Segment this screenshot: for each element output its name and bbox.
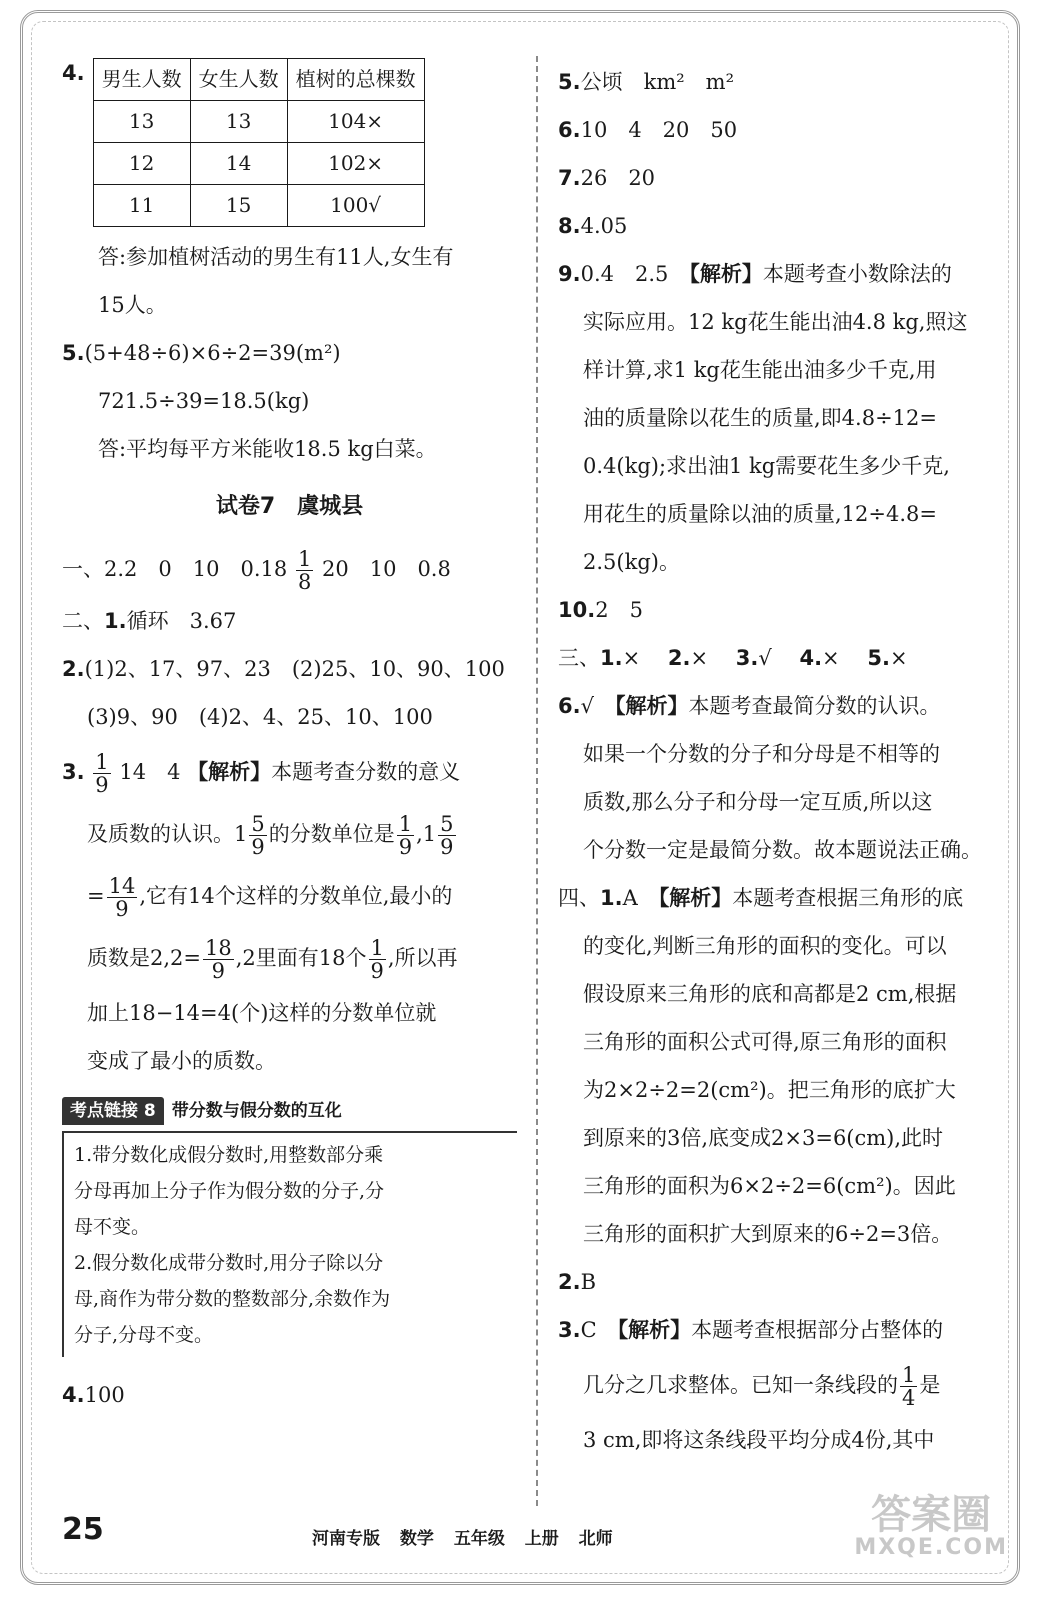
key-point-tag: 考点链接 8 [62, 1097, 164, 1125]
s4-q1-text7: 三角形的面积为6×2÷2=6(cm²)。因此 [583, 1174, 956, 1198]
r9-text2: 实际应用。12 kg花生能出油4.8 kg,照这 [583, 310, 968, 334]
section3-row [558, 634, 1013, 682]
r8-number: 8. [558, 214, 581, 238]
fraction-one-ninth: $\frac{1}{9}$ [95, 749, 109, 797]
s4-q2-number: 2. [558, 1270, 581, 1294]
s2-q2-line1: (1)2、17、97、23 (2)25、10、90、100 [84, 657, 505, 681]
r6-text: 10 4 20 50 [580, 118, 738, 142]
fraction-five-ninths: $\frac{5}{9}$ [440, 811, 454, 859]
q3-text3a: = [87, 884, 105, 908]
q3-text2b: 的分数单位是 [268, 822, 395, 846]
s4-q3-text2b: 是 [919, 1373, 941, 1397]
s4-q1-answer: A [622, 886, 638, 910]
q3-text2c: ,1 [416, 822, 437, 846]
s3-item-number: 1. [600, 646, 623, 670]
section-title: 试卷7 虞城县 [215, 494, 364, 519]
table-cell: 100√ [287, 185, 424, 227]
fraction-one-quarter: $\frac{1}{4}$ [902, 1362, 916, 1410]
q3-text4a: 质数是2,2= [87, 946, 201, 970]
q3-text4c: ,所以再 [387, 946, 458, 970]
key-point-line: 2.假分数化成带分数时,用分子除以分 [74, 1252, 384, 1274]
key-point-line: 母,商作为带分数的整数部分,余数作为 [74, 1288, 391, 1310]
r6-number: 6. [558, 118, 581, 142]
key-point-line: 母不变。 [74, 1216, 151, 1238]
r9-text3: 样计算,求1 kg花生能出油多少千克,用 [583, 358, 937, 382]
s3-item-mark: √ [758, 646, 772, 670]
section4-prefix: 四、 [558, 886, 600, 910]
table-cell: 14 [190, 143, 287, 185]
table-cell: 11 [93, 185, 190, 227]
s4-q1-text5: 为2×2÷2=2(cm²)。把三角形的底扩大 [583, 1078, 956, 1102]
q3-text5: 加上18−14=4(个)这样的分数单位就 [87, 1001, 437, 1025]
r7-number: 7. [558, 166, 581, 190]
s4-q3-text1: 本题考查根据部分占整体的 [691, 1318, 944, 1342]
s3-item-mark: × [889, 646, 908, 670]
q3-text3b: ,它有14个这样的分数单位,最小的 [139, 884, 453, 908]
table-row [93, 101, 424, 143]
q5-line1: (5+48÷6)×6÷2=39(m²) [84, 341, 341, 365]
s4-q2-answer: B [580, 1270, 597, 1294]
s2-q2-line2: (3)9、90 (4)2、4、25、10、100 [87, 705, 433, 729]
r9-text4: 油的质量除以花生的质量,即4.8÷12= [583, 406, 937, 430]
watermark-domain: MXQE.COM [854, 1535, 1008, 1560]
s2-q1-number: 1. [104, 609, 127, 633]
q4-answer-line1: 答:参加植树活动的男生有11人,女生有 [98, 245, 454, 269]
s3-item-number: 3. [735, 646, 759, 670]
q5-answer: 答:平均每平方米能收18.5 kg白菜。 [98, 437, 437, 461]
r9-text7: 2.5(kg)。 [583, 550, 680, 574]
q3-text6: 变成了最小的质数。 [87, 1049, 276, 1073]
r7-text: 26 20 [580, 166, 656, 190]
s4-q3-text2a: 几分之几求整体。已知一条线段的 [583, 1373, 898, 1397]
fraction-one-eighth: $\frac{1}{8}$ [297, 546, 312, 594]
s4-q3-answer: C [580, 1318, 597, 1342]
s3-item-number: 2. [667, 646, 691, 670]
table-cell: 102× [287, 143, 424, 185]
table-row [93, 143, 424, 185]
q4-answer-line2: 15人。 [98, 293, 167, 317]
s4-q1-number: 1. [600, 886, 623, 910]
q3-text2a: 及质数的认识。1 [87, 822, 248, 846]
column-divider [536, 56, 538, 1506]
fraction-five-ninths: $\frac{5}{9}$ [251, 811, 265, 859]
r5-number: 5. [558, 70, 581, 94]
fraction-one-ninth: $\frac{1}{9}$ [398, 811, 413, 859]
analysis-tag: 【解析】 [658, 886, 733, 910]
header-cell: 植树的总棵数 [287, 59, 424, 101]
section3-prefix: 三、 [558, 646, 600, 670]
r9-text6: 用花生的质量除以油的质量,12÷4.8= [583, 502, 937, 526]
table-header-row [93, 59, 424, 101]
table-row [93, 185, 424, 227]
left-column [62, 58, 517, 1419]
s3-item-mark: × [822, 646, 840, 670]
table-cell: 15 [190, 185, 287, 227]
q4-number: 4. [62, 61, 85, 85]
r6b-text4: 个分数一定是最简分数。故本题说法正确。 [583, 838, 982, 862]
analysis-tag: 【解析】 [614, 694, 689, 718]
page-number: 25 [62, 1512, 104, 1547]
q4b-text: 100 [84, 1383, 125, 1407]
header-cell: 女生人数 [190, 59, 287, 101]
analysis-tag: 【解析】 [617, 1318, 692, 1342]
s4-q1-text6: 到原来的3倍,底变成2×3=6(cm),此时 [583, 1126, 944, 1150]
r6b-mark: √ [580, 694, 594, 718]
q3-values: 14 4 [119, 760, 181, 784]
table-cell: 104× [287, 101, 424, 143]
s4-q3-text3: 3 cm,即将这条线段平均分成4份,其中 [583, 1428, 935, 1452]
r9-text1: 本题考查小数除法的 [762, 262, 952, 286]
tree-table [93, 58, 425, 227]
right-column [558, 58, 1013, 1464]
header-cell: 男生人数 [93, 59, 190, 101]
s2-q3-number: 3. [62, 760, 85, 784]
s3-item-number: 4. [799, 646, 823, 670]
r6b-text3: 质数,那么分子和分母一定互质,所以这 [583, 790, 933, 814]
table-cell: 13 [93, 101, 190, 143]
watermark-main: 答案圈 [871, 1492, 992, 1538]
fraction-eighteen-ninths: $\frac{18}{9}$ [205, 935, 232, 983]
r6b-number: 6. [558, 694, 581, 718]
section1-values-b: 20 10 0.8 [322, 557, 451, 581]
key-point-line: 分母再加上分子作为假分数的分子,分 [74, 1180, 385, 1202]
s4-q1-text2: 的变化,判断三角形的面积的变化。可以 [583, 934, 947, 958]
key-point-body [62, 1133, 517, 1357]
s2-q2-number: 2. [62, 657, 85, 681]
s3-item-mark: × [622, 646, 641, 670]
table-cell: 13 [190, 101, 287, 143]
r10-text: 2 5 [595, 598, 643, 622]
fraction-one-ninth: $\frac{1}{9}$ [370, 935, 384, 983]
table-cell: 12 [93, 143, 190, 185]
section2-prefix: 二、 [62, 609, 104, 633]
key-point-box [62, 1093, 517, 1357]
q3-text1: 本题考查分数的意义 [271, 760, 461, 784]
section1-prefix: 一、 [62, 557, 104, 581]
r10-number: 10. [558, 598, 596, 622]
r9-text5: 0.4(kg);求出油1 kg需要花生多少千克, [583, 454, 950, 478]
r6b-text2: 如果一个分数的分子和分母是不相等的 [583, 742, 940, 766]
q5-line2: 721.5÷39=18.5(kg) [98, 389, 310, 413]
s4-q1-text4: 三角形的面积公式可得,原三角形的面积 [583, 1030, 947, 1054]
s3-item-mark: × [690, 646, 709, 670]
s4-q1-text3: 假设原来三角形的底和高都是2 cm,根据 [583, 982, 957, 1006]
key-point-title: 带分数与假分数的互化 [171, 1101, 342, 1121]
r8-text: 4.05 [580, 214, 628, 238]
watermark-logo [854, 1492, 1008, 1561]
analysis-tag: 【解析】 [689, 262, 763, 286]
footer-info: 河南专版 数学 五年级 上册 北师 [312, 1529, 613, 1549]
s4-q1-text8: 三角形的面积扩大到原来的6÷2=3倍。 [583, 1222, 953, 1246]
r9-values: 0.4 2.5 [580, 262, 669, 286]
q4b-number: 4. [62, 1383, 85, 1407]
key-point-line: 1.带分数化成假分数时,用整数部分乘 [74, 1144, 384, 1166]
page-footer [62, 1512, 962, 1558]
q5-number: 5. [62, 341, 85, 365]
s3-item-number: 5. [867, 646, 890, 670]
r9-number: 9. [558, 262, 581, 286]
r6b-text1: 本题考查最简分数的认识。 [688, 694, 941, 718]
s4-q3-number: 3. [558, 1318, 581, 1342]
r5-text: 公顷 km² m² [580, 70, 734, 94]
s4-q1-text1: 本题考查根据三角形的底 [732, 886, 964, 910]
q3-text4b: ,2里面有18个 [235, 946, 367, 970]
fraction-fourteen-ninths: $\frac{14}{9}$ [108, 873, 136, 921]
key-point-line: 分子,分母不变。 [74, 1324, 214, 1346]
s2-q1-text: 循环 3.67 [126, 609, 237, 633]
key-point-header [62, 1093, 517, 1133]
q4-block [62, 58, 517, 227]
section1-values-a: 2.2 0 10 0.18 [104, 557, 288, 581]
analysis-tag: 【解析】 [187, 760, 272, 784]
